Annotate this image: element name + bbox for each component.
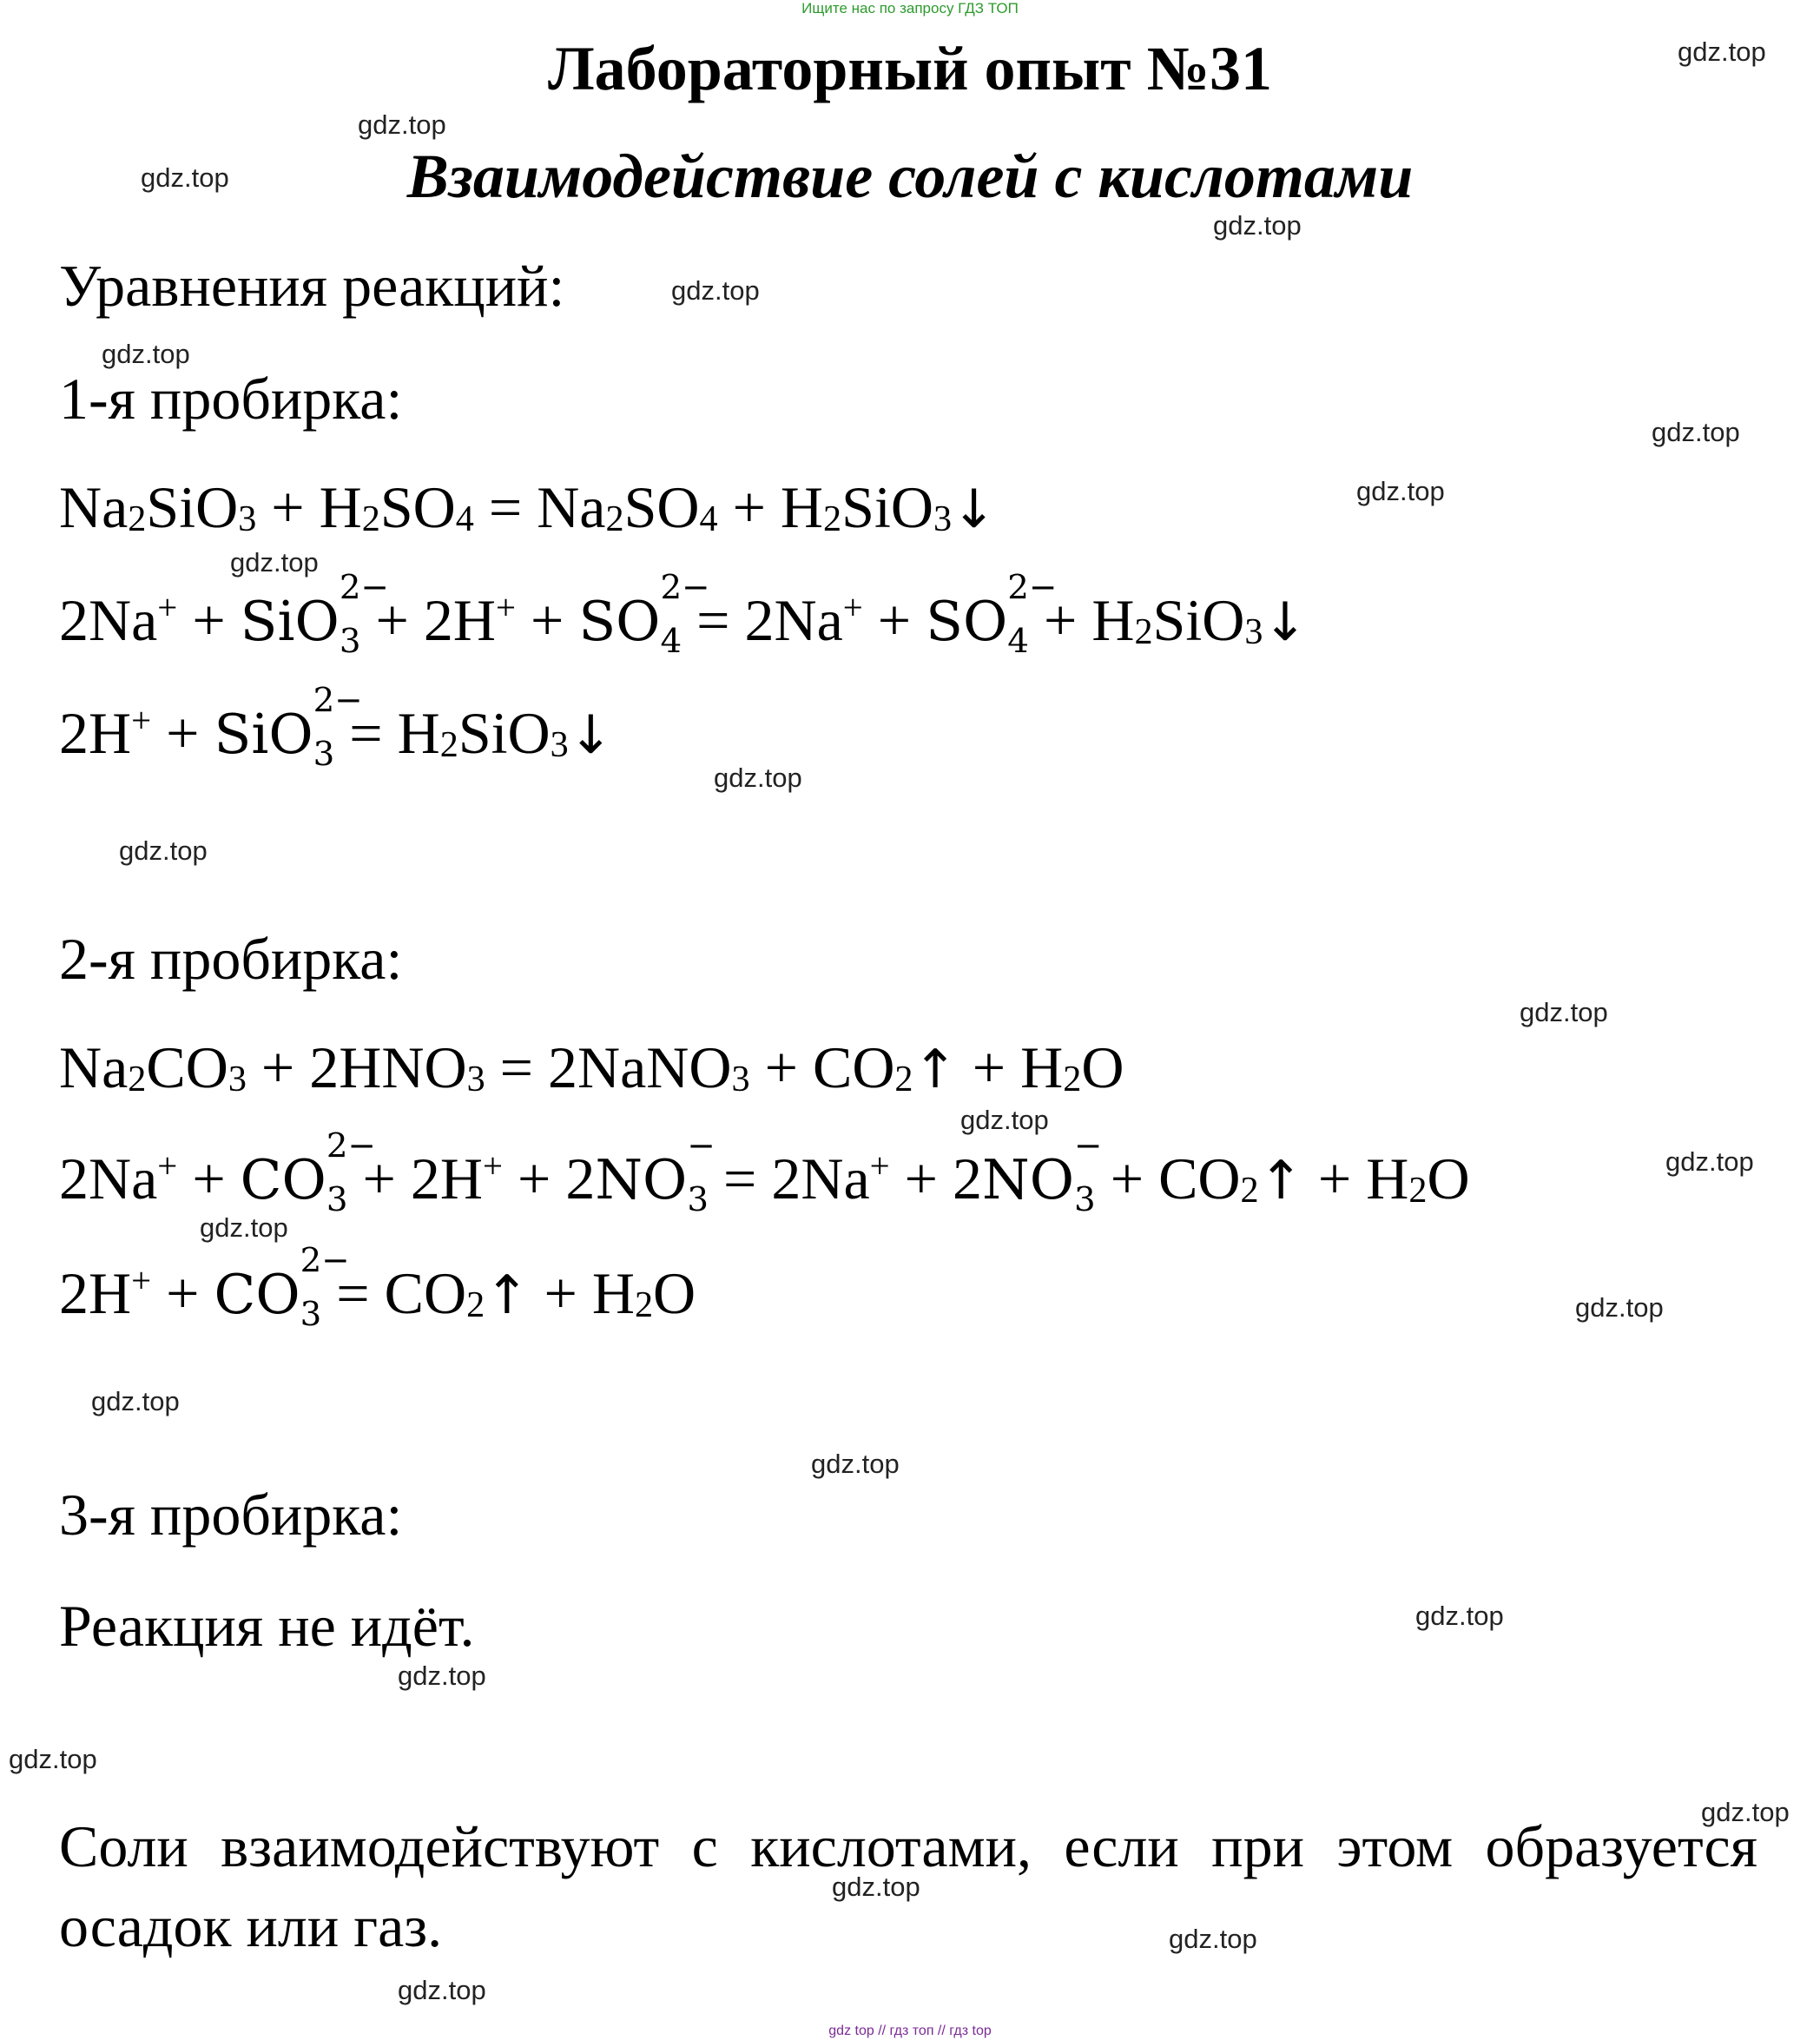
watermark: gdz.top — [358, 109, 446, 140]
tube2-molecular-equation: $Na_2CO_3 + 2HNO_3$ = 2NaNO$_3$ + $CO_2↑ + H_2O$ — [59, 1034, 1124, 1100]
watermark: gdz.top — [9, 1744, 97, 1774]
tube1-molecular-equation: $Na_2SiO_3 + H_2SO_4 = Na_2SO_4$ + $H_2SiO_3↓$ — [59, 474, 997, 540]
watermark: gdz.top — [1665, 1146, 1754, 1177]
watermark: gdz.top — [102, 339, 190, 369]
tube2-full-ionic-equation: 2Na+ + CO 2− 3 + 2H+ + 2NO − 3 = 2Na+ + 2NO − $3 + CO_2↑ + H_2O$ — [59, 1126, 1470, 1219]
gas-arrow-icon: ↑ — [913, 1039, 958, 1100]
top-search-note: Ищите нас по запросу ГДЗ ТОП — [801, 0, 1019, 17]
watermark: gdz.top — [832, 1872, 920, 1902]
watermark: gdz.top — [141, 162, 229, 193]
watermark: gdz.top — [200, 1212, 288, 1243]
watermark: gdz.top — [230, 547, 319, 578]
watermark: gdz.top — [671, 275, 760, 306]
watermark: gdz.top — [1652, 417, 1740, 447]
gas-arrow-icon: ↑ — [485, 1264, 530, 1326]
watermark: gdz.top — [91, 1386, 180, 1416]
precipitate-arrow-icon: ↓ — [1263, 591, 1308, 653]
precipitate-arrow-icon: ↓ — [952, 479, 997, 540]
tube1-short-ionic-equation: 2H+ + SiO 2− $3 = H_2SiO_3↓$ — [59, 680, 614, 774]
tube1-heading: 1-я пробирка: — [59, 366, 403, 432]
watermark: gdz.top — [1356, 476, 1445, 506]
watermark: gdz.top — [1575, 1292, 1664, 1323]
watermark: gdz.top — [714, 763, 802, 793]
tube2-heading: 2-я пробирка: — [59, 926, 403, 992]
gas-arrow-icon: ↑ — [1258, 1150, 1303, 1211]
watermark: gdz.top — [1701, 1797, 1790, 1827]
watermark: gdz.top — [1415, 1601, 1504, 1631]
watermark: gdz.top — [960, 1105, 1049, 1135]
watermark: gdz.top — [398, 1975, 486, 2005]
bottom-footer-note: gdz top // гдз топ // гдз top — [828, 2023, 992, 2038]
watermark: gdz.top — [1678, 36, 1766, 67]
tube1-full-ionic-equation: 2Na+ + SiO 2− 3 + 2H+ + SO 2− 4 = 2Na+ + SO 2− $4 + H_2SiO_3↓$ — [59, 567, 1308, 661]
equations-heading: Уравнения реакций: — [59, 253, 565, 319]
watermark: gdz.top — [398, 1660, 486, 1691]
watermark: gdz.top — [1169, 1924, 1257, 1954]
watermark: gdz.top — [811, 1449, 900, 1479]
page-title: Лабораторный опыт №31 — [548, 34, 1272, 103]
tube2-short-ionic-equation: 2H+ + CO 2− $3 = CO_2↑ + H_2O$ — [59, 1240, 696, 1334]
conclusion-text: Соли взаимодействуют с кислотами, если при этом образуется осадок или газ. — [59, 1813, 1757, 1959]
page-subtitle: Взаимодействие солей с кислотами — [406, 142, 1414, 211]
watermark: gdz.top — [1213, 210, 1302, 241]
tube3-heading: 3-я пробирка: — [59, 1482, 403, 1548]
precipitate-arrow-icon: ↓ — [568, 704, 614, 766]
tube3-result-text: Реакция не идёт. — [59, 1593, 475, 1659]
watermark: gdz.top — [119, 835, 208, 866]
watermark: gdz.top — [1520, 997, 1608, 1027]
